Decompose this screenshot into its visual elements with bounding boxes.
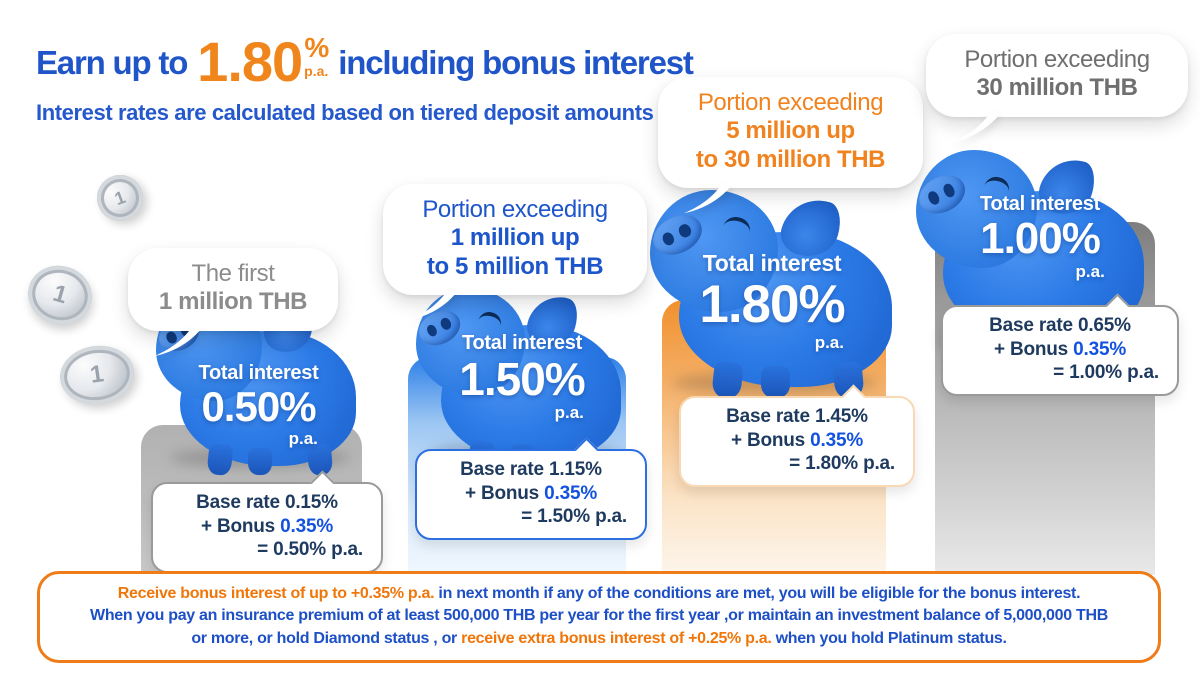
base-rate-line: Base rate 1.15% — [460, 459, 602, 480]
total-line: = 1.00% p.a. — [1053, 362, 1159, 384]
tier-4-speech-bubble — [926, 34, 1188, 117]
bubble-line-bold: 1 million THB — [158, 288, 308, 316]
footnote-text-3a: or more, or hold Diamond status , or — [191, 629, 462, 647]
bubble-line-bold: 30 million THB — [976, 74, 1138, 102]
tier-3-speech-bubble — [658, 77, 923, 188]
total-interest-label: Total interest — [980, 193, 1100, 215]
total-interest-rate: 1.80% — [699, 275, 845, 334]
base-rate-line: Base rate 0.65% — [989, 315, 1131, 336]
coin-digit: 1 — [49, 279, 71, 310]
bubble-line: The first — [191, 260, 275, 287]
bubble-line-bold: 5 million up — [726, 117, 855, 145]
bonus-prefix: + Bonus — [993, 338, 1074, 360]
bonus-line — [695, 429, 899, 453]
footnote-text-1: in next month if any of the conditions are met, you will be eligible for the bonus interest. — [434, 585, 1081, 602]
bonus-value: 0.35% — [810, 429, 864, 451]
total-interest-unit: p.a. — [288, 429, 318, 449]
bubble-line-bold: 1 million up — [450, 224, 580, 252]
footnote-line-3 — [64, 628, 1134, 650]
total-interest — [672, 250, 872, 353]
bonus-line — [167, 515, 367, 539]
bonus-value: 0.35% — [544, 482, 598, 504]
title-rate-suffix — [304, 34, 328, 78]
footnote-text-3b: when you hold Platinum status. — [771, 629, 1007, 647]
total-interest-unit: p.a. — [814, 332, 844, 352]
total-interest-unit: p.a. — [554, 403, 584, 423]
total-interest — [176, 362, 341, 449]
bonus-line — [957, 338, 1163, 362]
total-line: = 1.50% p.a. — [521, 506, 627, 528]
tier-1-rate-breakdown-box — [151, 482, 383, 573]
tier-4-rate-breakdown-box — [941, 305, 1179, 396]
tier-3-rate-breakdown-box — [679, 396, 915, 487]
total-line: = 0.50% p.a. — [257, 539, 363, 561]
footnote-line-2: When you pay an insurance premium of at least 500,000 THB per year for the first year ,or maintain an investment balance of 5,000,000 THB — [90, 607, 1108, 625]
total-interest-rate: 1.00% — [980, 214, 1100, 263]
footnote-bold-2: receive extra bonus interest of +0.25% p.a. — [461, 629, 772, 647]
total-interest-label: Total interest — [702, 250, 842, 276]
bubble-line: Portion exceeding — [697, 89, 884, 116]
title-suffix: including bonus interest — [338, 44, 693, 81]
total-interest-label: Total interest — [462, 332, 582, 354]
bubble-tail — [682, 181, 736, 215]
base-rate-line: Base rate 1.45% — [726, 406, 868, 427]
coin-icon — [21, 258, 99, 331]
base-rate-line: Base rate 0.15% — [196, 492, 338, 513]
title-rate-highlight — [197, 30, 329, 93]
total-interest — [950, 193, 1130, 282]
total-line: = 1.80% p.a. — [789, 453, 895, 475]
page-title — [36, 30, 693, 93]
title-prefix: Earn up to — [36, 44, 188, 81]
bubble-line: Portion exceeding — [422, 196, 608, 223]
footnote-box — [37, 571, 1161, 663]
total-interest — [436, 332, 608, 423]
footnote-line-1 — [64, 583, 1134, 605]
bonus-prefix: + Bonus — [464, 482, 545, 504]
bonus-value: 0.35% — [280, 515, 334, 537]
coin-digit: 1 — [88, 360, 106, 389]
total-interest-rate: 0.50% — [201, 383, 316, 430]
total-interest-label: Total interest — [198, 362, 319, 384]
bonus-value: 0.35% — [1073, 338, 1127, 360]
bubble-tail — [407, 288, 461, 322]
per-annum-label: p.a. — [304, 63, 329, 79]
bubble-line: Portion exceeding — [964, 46, 1150, 73]
coin-icon — [91, 169, 150, 228]
pig-leg — [711, 361, 744, 400]
bubble-line-bold: to 5 million THB — [426, 252, 604, 280]
footnote-bold-1: Receive bonus interest of up to +0.35% p.a. — [117, 585, 435, 602]
percent-sign: % — [304, 32, 329, 63]
bonus-prefix: + Bonus — [200, 515, 281, 537]
title-rate-value: 1.80 — [197, 30, 303, 93]
total-interest-unit: p.a. — [1075, 262, 1105, 282]
coin-digit: 1 — [111, 186, 128, 209]
bubble-line-bold: to 30 million THB — [695, 145, 886, 173]
tier-1-speech-bubble — [128, 248, 338, 331]
tier-2-speech-bubble — [383, 184, 647, 295]
tier-2-rate-breakdown-box — [415, 449, 647, 540]
bubble-tail — [152, 324, 206, 358]
bonus-line — [431, 482, 631, 506]
page-subtitle: Interest rates are calculated based on tiered deposit amounts — [36, 100, 654, 125]
coin-icon — [56, 341, 137, 409]
header — [36, 30, 693, 126]
total-interest-rate: 1.50% — [459, 353, 585, 405]
bonus-prefix: + Bonus — [730, 429, 811, 451]
pig-leg — [248, 448, 272, 475]
bubble-tail — [950, 110, 1004, 144]
pig-leg — [761, 366, 790, 398]
